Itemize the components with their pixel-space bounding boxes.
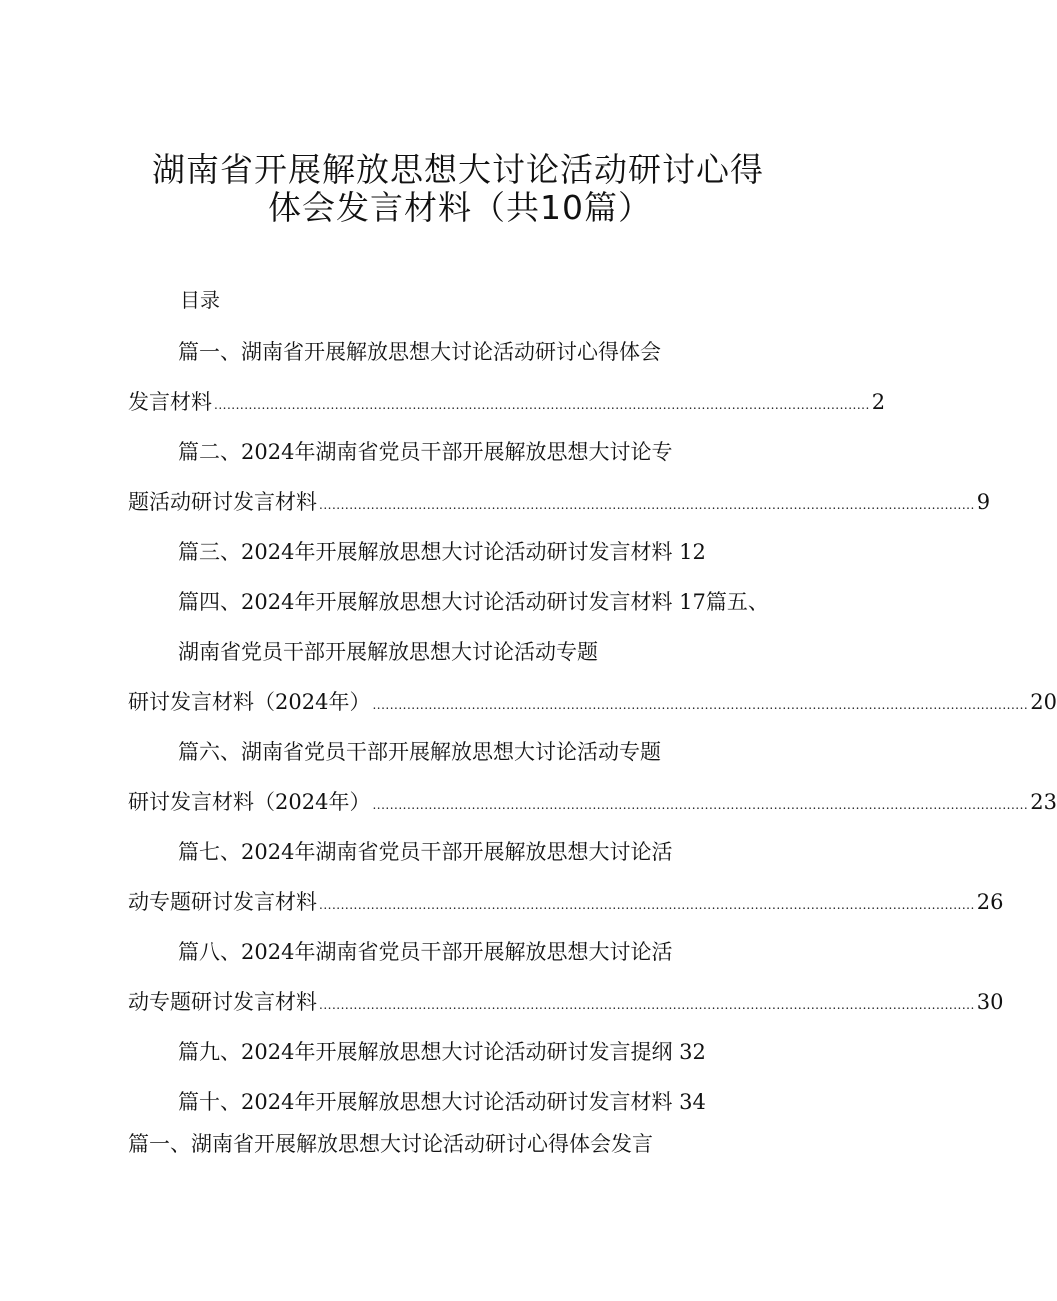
dot-leader: ........................................................................................................................................................ — [372, 698, 1029, 712]
body-section-heading: 篇一、湖南省开展解放思想大讨论活动研讨心得体会发言 — [128, 1132, 653, 1156]
document-title-line-1: 湖南省开展解放思想大讨论活动研讨心得 — [152, 150, 764, 189]
toc-entry-4-line-1: 篇四、2024年开展解放思想大讨论活动研讨发言材料 17篇五、 — [178, 590, 769, 614]
toc-entry-9-line-1: 篇九、2024年开展解放思想大讨论活动研讨发言提纲 32 — [178, 1040, 706, 1064]
toc-entry-3-line-1: 篇三、2024年开展解放思想大讨论活动研讨发言材料 12 — [178, 540, 706, 564]
toc-entry-6-line-2: 研讨发言材料（2024年） — [128, 790, 371, 814]
toc-entry-7-line-1: 篇七、2024年湖南省党员干部开展解放思想大讨论活 — [178, 840, 673, 864]
toc-entry-5-leader — [128, 688, 1057, 719]
document-title-line-2: 体会发言材料（共10篇） — [268, 188, 652, 227]
toc-entry-2-page: 9 — [976, 490, 991, 514]
toc-heading: 目录 — [180, 288, 220, 312]
toc-entry-5-page: 20 — [1030, 690, 1057, 714]
toc-entry-6-leader — [128, 788, 1057, 819]
toc-entry-8-line-1: 篇八、2024年湖南省党员干部开展解放思想大讨论活 — [178, 940, 673, 964]
dot-leader: ........................................................................................................................................................ — [319, 898, 975, 912]
toc-entry-6-page: 23 — [1030, 790, 1057, 814]
toc-entry-6-line-1: 篇六、湖南省党员干部开展解放思想大讨论活动专题 — [178, 740, 661, 764]
toc-entry-8-leader — [128, 988, 1004, 1019]
toc-entry-8-line-2: 动专题研讨发言材料 — [128, 990, 317, 1014]
toc-entry-7-page: 26 — [976, 890, 1004, 914]
dot-leader: ........................................................................................................................................................ — [319, 498, 975, 512]
dot-leader: ........................................................................................................................................................ — [319, 998, 975, 1012]
toc-entry-1-page: 2 — [871, 390, 886, 414]
toc-entry-1-line-2: 发言材料 — [128, 390, 212, 414]
toc-entry-7-line-2: 动专题研讨发言材料 — [128, 890, 317, 914]
toc-entry-5-line-1: 湖南省党员干部开展解放思想大讨论活动专题 — [178, 640, 598, 664]
toc-entry-10-line-1: 篇十、2024年开展解放思想大讨论活动研讨发言材料 34 — [178, 1090, 706, 1114]
toc-entry-1-leader — [128, 388, 886, 419]
toc-entry-7-leader — [128, 888, 1004, 919]
toc-entry-2-leader — [128, 488, 991, 519]
toc-entry-1-line-1: 篇一、湖南省开展解放思想大讨论活动研讨心得体会 — [178, 340, 661, 364]
dot-leader: ........................................................................................................................................................ — [372, 798, 1029, 812]
toc-entry-2-line-2: 题活动研讨发言材料 — [128, 490, 317, 514]
toc-entry-2-line-1: 篇二、2024年湖南省党员干部开展解放思想大讨论专 — [178, 440, 673, 464]
toc-entry-5-line-2: 研讨发言材料（2024年） — [128, 690, 371, 714]
dot-leader: ........................................................................................................................................................ — [214, 398, 870, 412]
toc-entry-8-page: 30 — [976, 990, 1004, 1014]
